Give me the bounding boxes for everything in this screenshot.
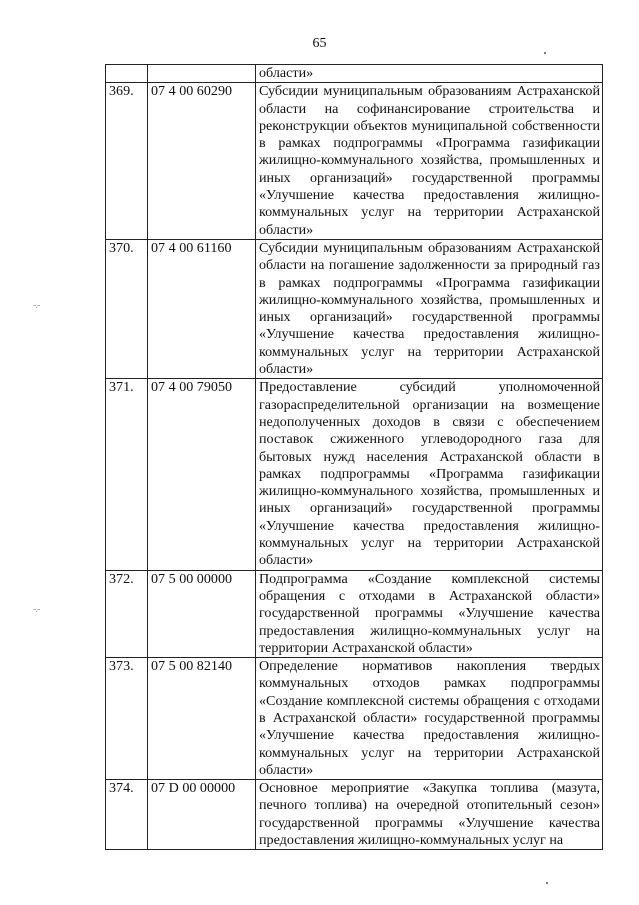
row-number-cell: 374. (106, 780, 148, 850)
table-row (106, 239, 603, 378)
scan-dot-bottom (546, 882, 548, 884)
row-text-cell: Подпрограмма «Создание комплексной системы обращения с отходами в Астраханской области» государственной программы «Улучшение качества предоставления жилищно-коммунальных услуг на территории Астраханской области» (256, 570, 603, 657)
row-number-cell (106, 65, 148, 83)
row-number-cell: 372. (106, 570, 148, 657)
scan-dot-top (544, 52, 546, 54)
margin-mark-upper: -.- (33, 300, 40, 311)
row-number-cell: 370. (106, 239, 148, 378)
row-code-cell: 07 4 00 79050 (148, 379, 256, 570)
table-row (106, 379, 603, 570)
row-code-cell: 07 5 00 82140 (148, 658, 256, 780)
row-code-cell: 07 D 00 00000 (148, 780, 256, 850)
row-text-cell: Субсидии муниципальным образованиям Астраханской области на софинансирование строительства и реконструкции объектов муниципальной собственности в рамках подпрограммы «Программа газификации жилищно-коммунального хозяйства, промышленных и иных организаций» государственной программы «Улучшение качества предоставления жилищно-коммунальных услуг на территории Астраханской области» (256, 83, 603, 240)
row-code-cell (148, 65, 256, 83)
row-text-cell: области» (256, 65, 603, 83)
row-text-cell: Определение нормативов накопления твердых коммунальных отходов рамках подпрограммы «Создание комплексной системы обращения с отходами в Астраханской области» государственной программы «Улучшение качества предоставления жилищно-коммунальных услуг на территории Астраханской области» (256, 658, 603, 780)
row-code-cell: 07 5 00 00000 (148, 570, 256, 657)
table-row (106, 780, 603, 850)
row-text-cell: Основное мероприятие «Закупка топлива (мазута, печного топлива) на очередной отопительный сезон» государственной программы «Улучшение качества предоставления жилищно-коммунальных услуг на (256, 780, 603, 850)
table-row (106, 658, 603, 780)
row-text-cell: Предоставление субсидий уполномоченной газораспределительной организации на возмещение недополученных доходов в связи с обеспечением поставок сжиженного углеводородного газа для бытовых нужд населения Астраханской области в рамках подпрограммы «Программа газификации жилищно-коммунального хозяйства, промышленных и иных организаций» государственной программы «Улучшение качества предоставления жилищно-коммунальных услуг на территории Астраханской области» (256, 379, 603, 570)
table-row (106, 83, 603, 240)
row-number-cell: 369. (106, 83, 148, 240)
margin-mark-lower: -.- (33, 604, 40, 615)
row-text-cell: Субсидии муниципальным образованиям Астраханской области на погашение задолженности за природный газ в рамках подпрограммы «Программа газификации жилищно-коммунального хозяйства, промышленных и иных организаций» государственной программы «Улучшение качества предоставления жилищно-коммунальных услуг на территории Астраханской области» (256, 239, 603, 378)
table-row-continuation (106, 65, 603, 83)
row-code-cell: 07 4 00 60290 (148, 83, 256, 240)
budget-classification-table (105, 64, 603, 850)
table-row (106, 570, 603, 657)
row-code-cell: 07 4 00 61160 (148, 239, 256, 378)
row-number-cell: 373. (106, 658, 148, 780)
page-number: 65 (312, 36, 327, 51)
row-number-cell: 371. (106, 379, 148, 570)
